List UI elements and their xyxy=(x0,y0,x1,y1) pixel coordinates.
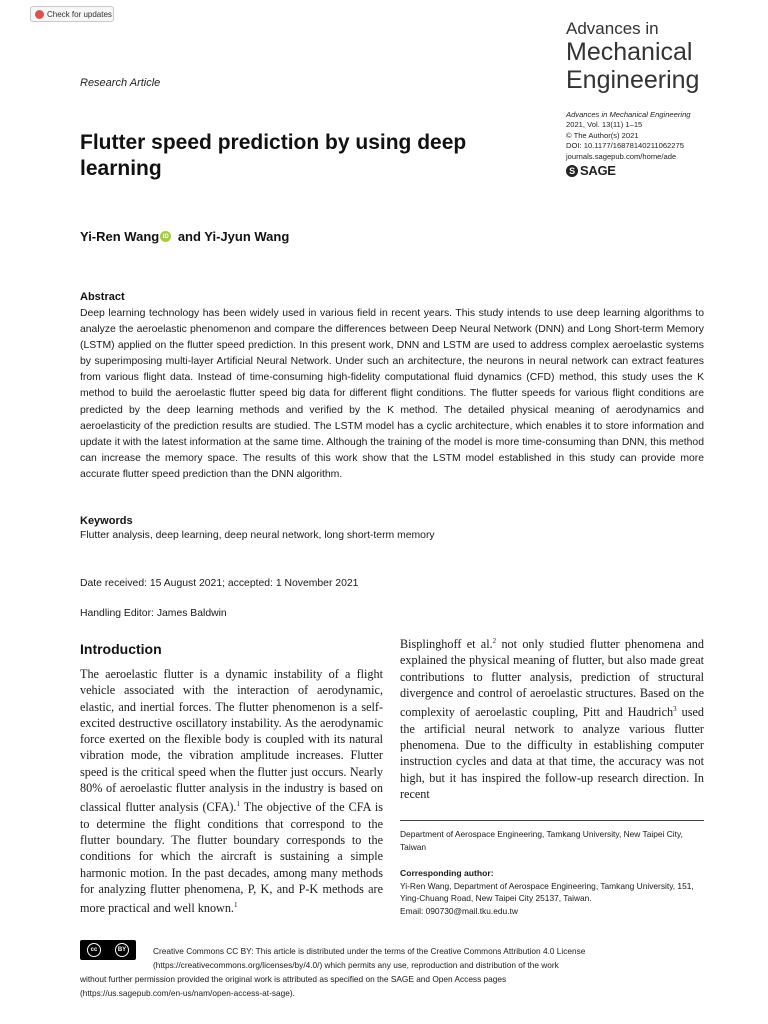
author-2[interactable]: and Yi-Jyun Wang xyxy=(174,229,290,244)
check-for-updates-icon xyxy=(35,10,44,19)
footnote-divider xyxy=(400,820,704,821)
intro-col1-text-b: The objective of the CFA is to determine the flight conditions that correspond to the flutter boundary. The flutter boundary corresponds to the conditions for which the aircraft is sustaining a simple harmonic motion. In the past decades, among many methods for analyzing flutter phenomena, P, K, and P-K methods are more practical and well known. xyxy=(80,800,383,916)
corresponding-author-address: Yi-Ren Wang, Department of Aerospace Engineering, Tamkang University, 151, Ying-Chuang Road, New Taipei City 25137, Taiwan. xyxy=(400,881,694,904)
handling-editor: Handling Editor: James Baldwin xyxy=(80,608,227,619)
intro-column-2 xyxy=(400,633,704,802)
meta-doi[interactable]: DOI: 10.1177/16878140211062275 xyxy=(566,141,684,151)
meta-journal-name: Advances in Mechanical Engineering xyxy=(566,110,691,119)
author-1[interactable]: Yi-Ren Wang xyxy=(80,229,160,244)
ref-1[interactable]: 1 xyxy=(236,800,240,809)
affiliation: Department of Aerospace Engineering, Tamkang University, New Taipei City, Taiwan xyxy=(400,829,683,852)
intro-col2-text-b: not only studied flutter phenomena and explained the physical meaning of flutter, but also made great contributions to flutter analysis, prediction of structural divergence and control of aeroelastic structures. Based on the complexity of aeroelastic coupling, Pitt and Haudrich xyxy=(400,637,704,720)
license-line-2[interactable]: (https://creativecommons.org/licenses/by/4.0/) which permits any use, reproduction and distribution of the work xyxy=(153,960,559,970)
intro-col1-text-a: The aeroelastic flutter is a dynamic instability of a flight vehicle associated with the interaction of aerodynamic, elastic, and inertial forces. The flutter phenomenon is a self-excited destructive oscillatory instability. As the aerodynamic force exerted on the flexible body is coupled with its natural vibration mode, the vibration amplitude increases. Flutter speed is the critical speed when the flutter just occurs. Nearly 80% of aeroelastic flutter analysis in the industry is based on classical flutter analysis (CFA). xyxy=(80,667,383,815)
abstract-text: Deep learning technology has been widely used in various field in recent years. This study intends to use deep learning algorithms to analyze the aeroelastic phenomenon and compare the differences between Deep Neural Network (DNN) and Long Short-term Memory (LSTM) applied on the flutter speed prediction. In this present work, DNN and LSTM are used to address complex aeroelastic systems by superimposing multi-layer Artificial Neural Network. Under such an architecture, the neurons in neural network can extract features from various flight data. Instead of time-consuming high-fidelity computational fluid dynamics (CFD) method, this study uses the K method to build the aeroelastic flutter speed big data for different flight conditions. The flutter speeds for various flight conditions are predicted by the deep learning methods and verified by the K method. The detailed physical meaning of aerodynamics and aeroelasticity of the prediction results are studied. The LSTM model has a cyclic architecture, which enables it to store information and update it with the latest information at the same time. Although the training of the model is more time-consuming than DNN, this method can increase the memory space. The results of this work show that the LSTM model established in this study can provide more accurate flutter speed prediction than the DNN algorithm. xyxy=(80,308,704,480)
intro-column-1 xyxy=(80,666,383,917)
ref-1-second[interactable]: 1 xyxy=(233,901,238,910)
intro-col2-text-c: used the artificial neural network to analyze various flutter phenomena. Due to the difficulty in establishing computer instruction cycles and data at that time, the accuracy was not high, but it has inspired the follow-up research direction. In recent xyxy=(400,705,704,801)
ref-3[interactable]: 3 xyxy=(673,705,677,714)
article-metadata xyxy=(566,110,691,162)
orcid-icon[interactable]: iD xyxy=(160,231,171,242)
meta-url[interactable]: journals.sagepub.com/home/ade xyxy=(566,151,677,161)
journal-name-line2: Mechanical xyxy=(566,38,693,66)
sage-logo-icon: S xyxy=(566,165,578,177)
keywords-text: Flutter analysis, deep learning, deep neural network, long short-term memory xyxy=(80,530,435,541)
cc-badge-symbol: cc xyxy=(87,943,101,957)
check-for-updates-button[interactable] xyxy=(30,6,114,22)
journal-name-line3: Engineering xyxy=(566,66,700,94)
publisher-logo xyxy=(566,163,616,178)
article-type: Research Article xyxy=(80,77,161,89)
introduction-heading: Introduction xyxy=(80,641,162,657)
publisher-name: SAGE xyxy=(580,163,616,178)
paper-title: Flutter speed prediction by using deep learning xyxy=(80,131,467,180)
by-badge-symbol: BY xyxy=(115,943,129,957)
corresponding-author xyxy=(400,880,704,917)
journal-logo xyxy=(566,20,699,93)
author-list xyxy=(80,229,289,244)
intro-col2-text-a: Bisplinghoff et al. xyxy=(400,637,493,652)
license-line-4[interactable]: (https://us.sagepub.com/en-us/nam/open-access-at-sage). xyxy=(80,988,295,998)
check-for-updates-label: Check for updates xyxy=(47,9,112,19)
meta-copyright: © The Author(s) 2021 xyxy=(566,130,639,140)
license-line-3: without further permission provided the original work is attributed as specified on the SAGE and Open Access pages xyxy=(80,974,507,984)
corresponding-author-heading: Corresponding author: xyxy=(400,868,494,878)
corresponding-author-email[interactable]: Email: 090730@mail.tku.edu.tw xyxy=(400,905,518,916)
meta-volume: 2021, Vol. 13(11) 1–15 xyxy=(566,120,643,130)
journal-name-line1: Advances in xyxy=(566,19,659,38)
license-line-1: Creative Commons CC BY: This article is distributed under the terms of the Creative Commons Attribution 4.0 License xyxy=(153,946,586,956)
ref-2[interactable]: 2 xyxy=(492,637,497,645)
creative-commons-by-icon[interactable] xyxy=(80,940,136,960)
date-received: Date received: 15 August 2021; accepted: 1 November 2021 xyxy=(80,578,359,589)
abstract-heading: Abstract xyxy=(80,291,125,303)
keywords-heading: Keywords xyxy=(80,515,133,527)
